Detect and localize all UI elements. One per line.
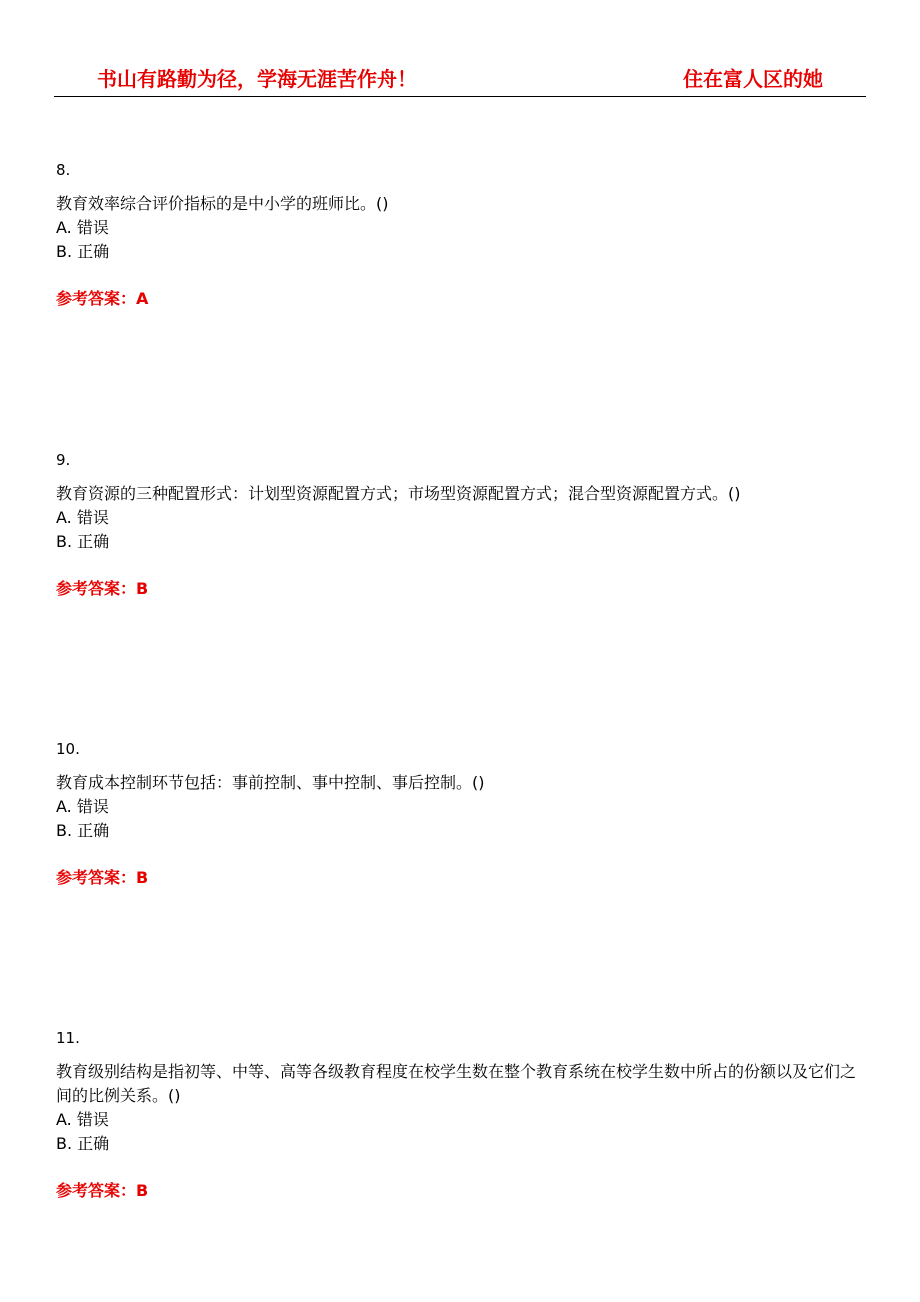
question-number: 8. [56,161,71,179]
page-header [54,66,866,97]
question-number: 11. [56,1029,80,1047]
question-text: 教育效率综合评价指标的是中小学的班师比。() [56,194,389,213]
option-a: A. 错误 [56,1110,109,1129]
option-a: A. 错误 [56,797,109,816]
question-text: 教育成本控制环节包括：事前控制、事中控制、事后控制。() [56,773,485,792]
option-b: B. 正确 [56,532,110,551]
question-11 [56,1028,866,1203]
question-8 [56,160,866,311]
question-number: 9. [56,451,71,469]
option-b: B. 正确 [56,1134,110,1153]
option-a: A. 错误 [56,218,109,237]
question-number: 10. [56,740,80,758]
question-9 [56,450,866,601]
reference-answer: 参考答案：B [56,868,149,887]
question-text: 教育级别结构是指初等、中等、高等各级教育程度在校学生数在整个教育系统在校学生数中所占的份额以及它们之间的比例关系。() [56,1062,857,1105]
option-b: B. 正确 [56,821,110,840]
question-text: 教育资源的三种配置形式：计划型资源配置方式；市场型资源配置方式；混合型资源配置方式。() [56,484,741,503]
header-author: 住在富人区的她 [683,67,823,91]
reference-answer: 参考答案：A [56,289,149,308]
reference-answer: 参考答案：B [56,1181,149,1200]
option-a: A. 错误 [56,508,109,527]
option-b: B. 正确 [56,242,110,261]
question-10 [56,739,866,890]
header-motto: 书山有路勤为径，学海无涯苦作舟！ [97,67,417,91]
reference-answer: 参考答案：B [56,579,149,598]
